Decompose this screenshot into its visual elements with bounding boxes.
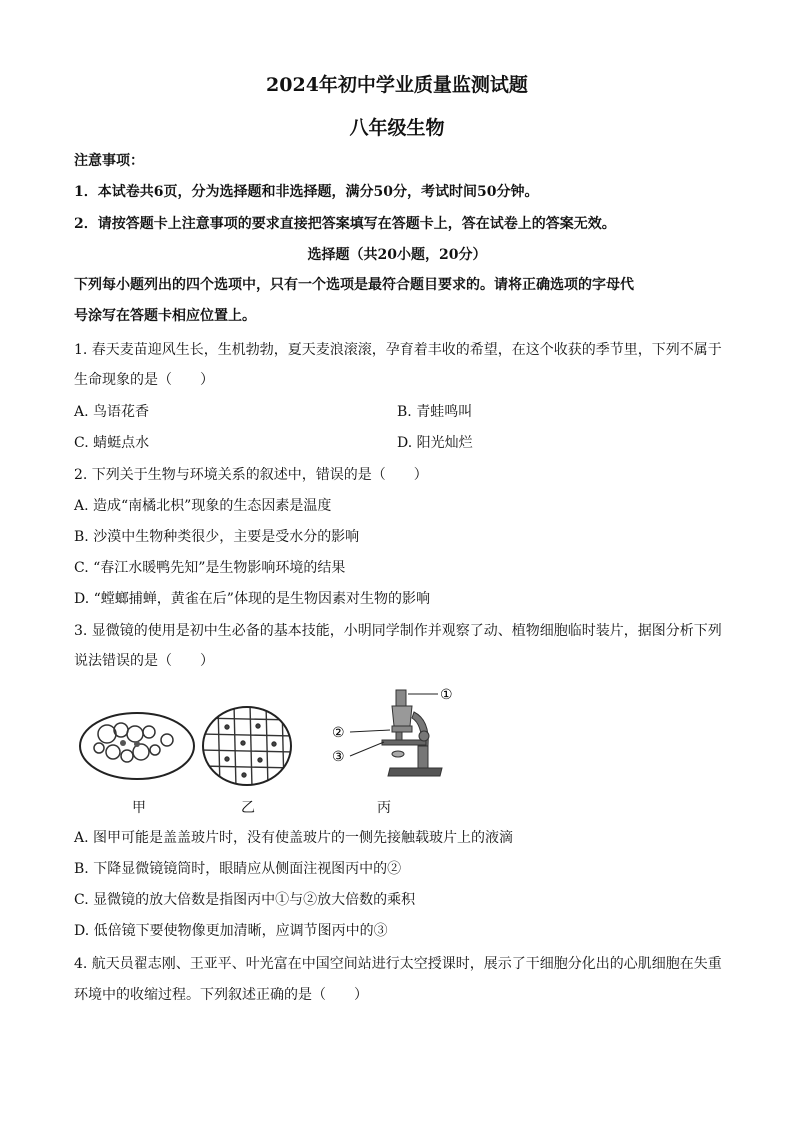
figure-label-yi: 乙 [241, 800, 255, 816]
q2-option-a: A. 造成“南橘北枳”现象的生态因素是温度 [74, 498, 332, 514]
microscope-figure [326, 680, 466, 784]
q2-option-c: C. “春江水暖鸭先知”是生物影响环境的结果 [74, 560, 346, 576]
page-title: 2024年初中学业质量监测试题 [266, 74, 528, 96]
marker-3: ③ [332, 749, 345, 765]
q1-option-b: B. 青蛙鸣叫 [397, 404, 473, 420]
q1-option-a: A. 鸟语花香 [74, 404, 150, 420]
q2-option-d: D. “螳螂捕蝉，黄雀在后”体现的是生物因素对生物的影响 [74, 591, 430, 607]
page-subtitle: 八年级生物 [349, 117, 445, 139]
notice-heading: 注意事项： [74, 153, 144, 169]
q1-stem-line1: 1. 春天麦苗迎风生长，生机勃勃，夏天麦浪滚滚，孕育着丰收的希望，在这个收获的季节里，下列不属于 [74, 342, 722, 358]
q4-stem-line2: 环境中的收缩过程。下列叙述正确的是（ ） [74, 987, 368, 1003]
section-title: 选择题（共20小题，20分） [307, 247, 487, 263]
figure-label-bing: 丙 [377, 800, 391, 816]
notice-item-1: 1．本试卷共6页，分为选择题和非选择题，满分50分，考试时间50分钟。 [74, 184, 539, 200]
q3-stem-line2: 说法错误的是（ ） [74, 653, 214, 669]
q2-option-b: B. 沙漠中生物种类很少，主要是受水分的影响 [74, 529, 360, 545]
q3-option-b: B. 下降显微镜镜筒时，眼睛应从侧面注视图丙中的② [74, 861, 402, 877]
cell-slide-yi-figure [200, 704, 295, 788]
notice-item-2: 2．请按答题卡上注意事项的要求直接把答案填写在答题卡上，答在试卷上的答案无效。 [74, 216, 616, 232]
marker-1: ① [440, 687, 453, 703]
q3-option-d: D. 低倍镜下要使物像更加清晰，应调节图丙中的③ [74, 923, 388, 939]
q1-stem-line2: 生命现象的是（ ） [74, 372, 214, 388]
section-instruction-2: 号涂写在答题卡相应位置上。 [74, 308, 256, 324]
marker-2: ② [332, 725, 345, 741]
q3-stem-line1: 3. 显微镜的使用是初中生必备的基本技能，小明同学制作并观察了动、植物细胞临时装片，据图分析下列 [74, 623, 722, 639]
section-instruction-1: 下列每小题列出的四个选项中，只有一个选项是最符合题目要求的。请将正确选项的字母代 [74, 277, 634, 293]
figure-label-jia: 甲 [132, 800, 146, 816]
q4-stem-line1: 4. 航天员翟志刚、王亚平、叶光富在中国空间站进行太空授课时，展示了干细胞分化出的心肌细胞在失重 [74, 956, 722, 972]
q3-option-a: A. 图甲可能是盖盖玻片时，没有使盖玻片的一侧先接触载玻片上的液滴 [74, 830, 514, 846]
q2-stem: 2. 下列关于生物与环境关系的叙述中，错误的是（ ） [74, 467, 428, 483]
cell-slide-jia-figure [77, 710, 197, 782]
q1-option-c: C. 蜻蜓点水 [74, 435, 150, 451]
q3-option-c: C. 显微镜的放大倍数是指图丙中①与②放大倍数的乘积 [74, 892, 416, 908]
q1-option-d: D. 阳光灿烂 [397, 435, 473, 451]
